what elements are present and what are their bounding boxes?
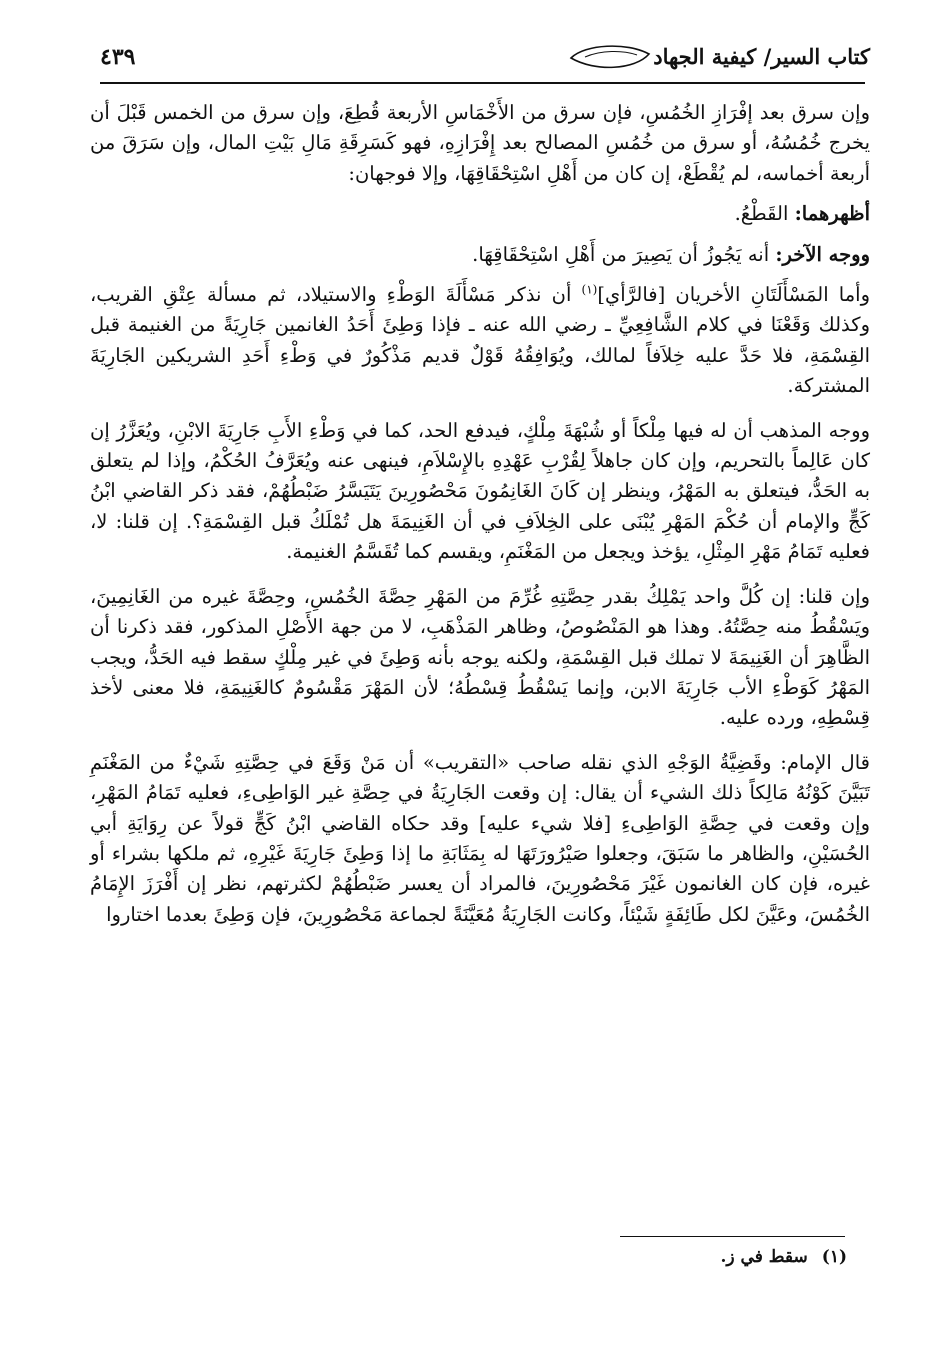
footnote-reference[interactable]: (١): [581, 282, 598, 297]
paragraph: [90, 416, 870, 568]
paragraph-text: قال الإمام: وقَضِيَّةُ الوَجْهِ الذي نقله صاحب «التقريب» أن مَنْ وَقَعَ في حِصَّتِهِ شَيْءٌ من المَغْنَمِ تَبَيَّنَ كَوْنُهُ مَالِكاً ذلك الشيء أن يقال: إن وقعت الجَارِيَةُ في حِصَّةِ غير الوَاطِىءِ، فعليه تَمَامُ المَهْرِ، وإن وقعت في حِصَّةِ الوَاطِىءِ [فلا شيء عليه] وقد حكاه القاضي ابْنُ كَجٍّ قولاً عن رِوَايَةِ أبي الحُسَيْنِ، والظاهر ما سَبَقَ، وجعلوا صَيْرُورَتَهَا له بِمَثَابَةِ ما إذا وَطِئَ جَارِيَةَ غَيْرِهِ، ثم ملكها بشراء أو غيره، فإن كان الغانمون غَيْرَ مَحْصُورِينَ، فالمراد أن يعسر ضَبْطُهُمْ لكثرتهم، نظر إن أَفْرَزَ الإِمَامُ الخُمُسَ، وعَيَّنَ لكل طَائِفَةٍ شَيْئاً، وكانت الجَارِيَةُ مُعَيَّنَةً لجماعة مَحْصُورِينَ، فإن وَطِئَ بعدما اختاروا: [90, 750, 870, 926]
paragraph-text: القَطْعُ.: [734, 202, 795, 226]
paragraph-lead: أظهرهما:: [794, 202, 870, 226]
paragraph-text: أن نذكر مَسْأَلَةَ الوَطْءِ والاستيلاد، ثم مسألة عِتْقِ القريب، وكذلك وَقَعْنَا في كلام الشَّافِعِيِّ ـ رضي الله عنه ـ فإذا وَطِئَ أَحَدُ الغانمين جَارِيَةً من الغنيمة قبل القِسْمَةِ، فلا حَدَّ عليه خِلاَفاً لمالك، ويُوَافِقُهُ قَوْلٌ قديم مَذْكُورٌ في وَطْءِ أَحَدِ الشريكين الجَارِيَةَ المشتركة.: [90, 283, 870, 398]
header-divider: [100, 82, 865, 84]
paragraph: [90, 199, 870, 229]
paragraph: [90, 240, 870, 270]
footnote-divider: [620, 1236, 845, 1237]
paragraph: [90, 582, 870, 734]
paragraph-text: ووجه المذهب أن له فيها مِلْكاً أو شُبْهَةَ مِلْكٍ، فيدفع الحد، كما في وَطْءِ الأَبِ جَارِيَةَ الابْنِ، ويُعَزَّرُ إن كان عَالِماً بالتحريم، وإن كان جاهلاً لِقُرْبِ عَهْدِهِ بالإِسْلاَمِ، فينهى عنه ويُعَرَّفُ الحُكْمُ، وإذا لم يتعلق به الحَدُّ، فيتعلق به المَهْرُ، وينظر إن كَانَ الغَانِمُونَ مَحْصُورِينَ يَتَيَسَّرُ ضَبْطُهُمْ، فقد ذكر القاضي ابْنُ كَجٍّ والإمام أن حُكْمَ المَهْرِ يُبْنَى على الخِلاَفِ في أن الغَنِيمَةَ هل تُمْلَكُ قبل القِسْمَةِ؟. إن قلنا: لا، فعليه تَمَامُ مَهْرِ المِثْلِ، يؤخذ ويجعل من المَغْنَمِ، ويقسم كما تُقَسَّمُ الغنيمة.: [90, 418, 870, 564]
paragraph: [90, 98, 870, 189]
footnote-text: سقط في ز.: [720, 1247, 808, 1267]
main-text: [90, 98, 870, 944]
page-number: ٤٣٩: [100, 44, 136, 70]
paragraph: [90, 280, 870, 402]
arc-ornament-icon: [565, 40, 655, 74]
footnote-number: (١): [821, 1247, 847, 1267]
paragraph: [90, 748, 870, 930]
paragraph-text-before-ref: وأما المَسْأَلَتَانِ الأخريان [فالرَّأي]: [597, 283, 870, 307]
paragraph-lead: ووجه الآخر:: [775, 242, 870, 266]
running-header: [100, 38, 870, 82]
footnote: [721, 1247, 847, 1267]
paragraph-text: أنه يَجُوزُ أن يَصِيرَ من أَهْلِ اسْتِحْقَاقِهَا.: [472, 242, 776, 266]
paragraph-text: وإن قلنا: إن كُلَّ واحد يَمْلِكُ بقدر حِصَّتِهِ غُرِّمَ من المَهْرِ حِصَّةَ الخُمُسِ، وحِصَّةَ غيره من الغَانِمِينَ، ويَسْقُطُ منه حِصَّتُهُ. وهذا هو المَنْصُوصُ، وظاهر المَذْهَبِ، لا من جهة الأَصْلِ المذكور، فقد ذكرنا أن الظَّاهِرَ أن الغَنِيمَةَ لا تملك قبل القِسْمَةِ، ولكنه يوجه بأنه وَطِئَ في غير مِلْكٍ سقط فيه الحَدُّ، ويجب المَهْرُ كَوَطْءِ الأب جَارِيَةَ الابن، وإنما يَسْقُطُ قِسْطُهُ؛ لأن المَهْرَ مَقْسُومٌ كالغَنِيمَةِ، فلا معنى لأخذ قِسْطِهِ، ورده عليه.: [90, 584, 870, 730]
header-title: كتاب السير/ كيفية الجهاد: [653, 44, 870, 69]
paragraph-text: وإن سرق بعد إفْرَازِ الخُمُسِ، فإن سرق من الأَخْمَاسِ الأربعة قُطِعَ، وإن سرق من الخمس قَبْلَ أن يخرج خُمُسُهُ، أو سرق من خُمُسِ المصالح بعد إِفْرَازِهِ، فهو كَسَرِقَةِ مَالِ بَيْتِ المال، وإن سَرَقَ من أربعة أخماسه، لم يُقْطَعْ، إن كان من أَهْلِ اسْتِحْقَاقِهَا، وإلا فوجهان:: [90, 101, 870, 185]
